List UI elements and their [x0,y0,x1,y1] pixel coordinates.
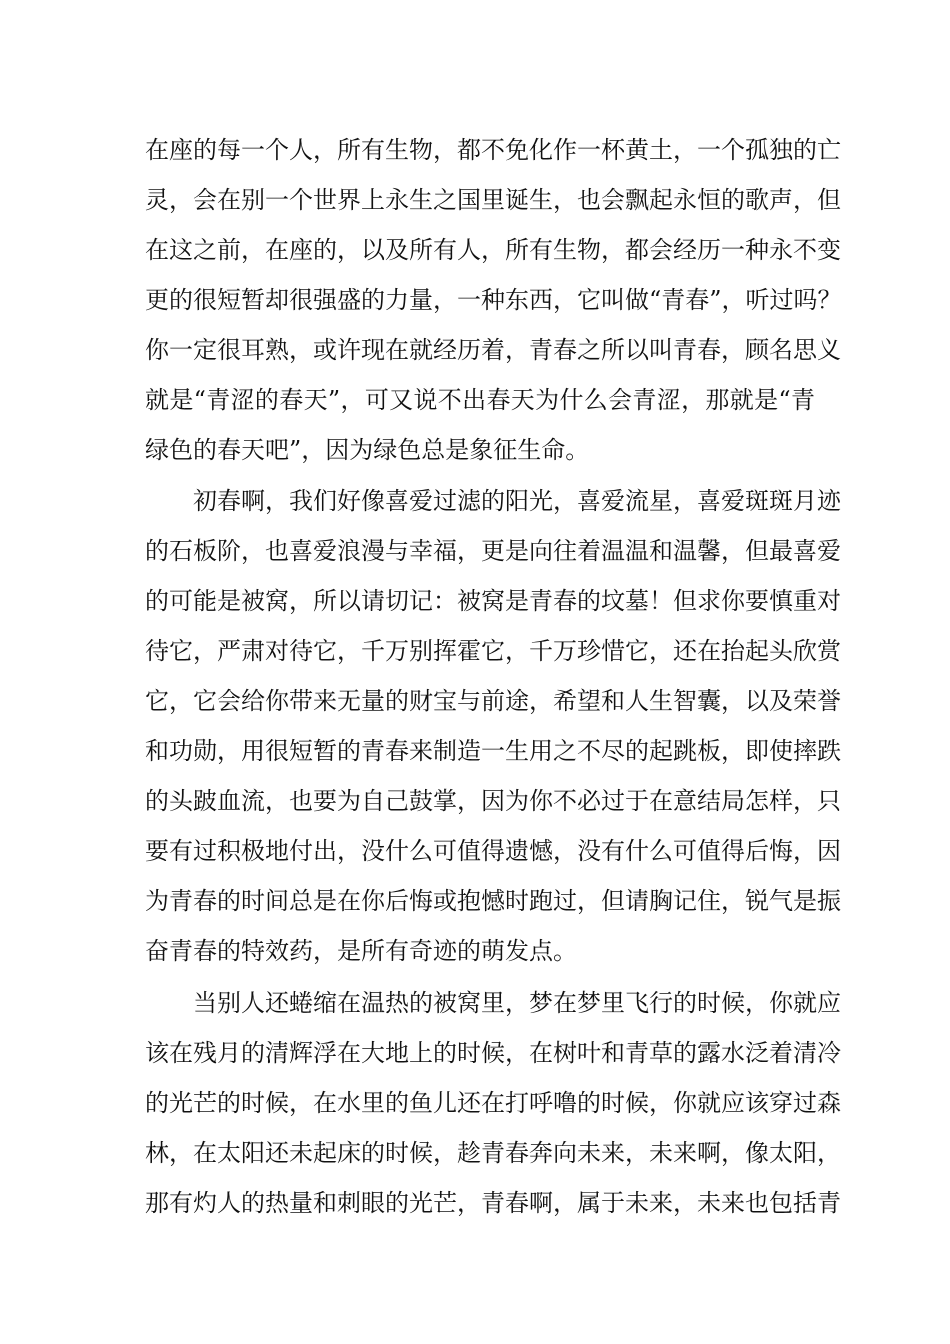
paragraph-2-line-5: 它，它会给你带来无量的财宝与前途，希望和人生智囊，以及荣誉 [145,687,841,715]
paragraph-1-line-3: 在这之前，在座的，以及所有人，所有生物，都会经历一种永不变 [145,236,841,264]
paragraph-2-line-3: 的可能是被窝，所以请切记：被窝是青春的坟墓！但求你要慎重对 [145,587,841,615]
paragraph-2-line-1: 初春啊，我们好像喜爱过滤的阳光，喜爱流星，喜爱斑斑月迹 [193,487,841,515]
paragraph-2-line-8: 要有过积极地付出，没什么可值得遗憾，没有什么可值得后悔，因 [145,837,841,865]
paragraph-3-line-1: 当别人还蜷缩在温热的被窝里，梦在梦里飞行的时候，你就应 [193,989,841,1017]
paragraph-1-line-5: 你一定很耳熟，或许现在就经历着，青春之所以叫青春，顾名思义 [145,336,841,364]
paragraph-1-line-2: 灵，会在别一个世界上永生之国里诞生，也会飘起永恒的歌声，但 [145,186,841,214]
paragraph-1-line-7: 绿色的春天吧”，因为绿色总是象征生命。 [145,436,590,464]
paragraph-1-line-4: 更的很短暂却很强盛的力量，一种东西，它叫做“青春”，听过吗？ [145,286,842,314]
paragraph-1-line-1: 在座的每一个人，所有生物，都不免化作一杯黄土，一个孤独的亡 [145,136,841,164]
paragraph-3-line-3: 的光芒的时候，在水里的鱼儿还在打呼噜的时候，你就应该穿过森 [145,1089,841,1117]
paragraph-2-line-6: 和功勋，用很短暂的青春来制造一生用之不尽的起跳板，即使摔跌 [145,737,841,765]
paragraph-2-line-9: 为青春的时间总是在你后悔或抱憾时跑过，但请胸记住，锐气是振 [145,887,841,915]
paragraph-2-line-10: 奋青春的特效药，是所有奇迹的萌发点。 [145,937,577,965]
paragraph-2-line-7: 的头跛血流，也要为自己鼓掌，因为你不必过于在意结局怎样，只 [145,787,841,815]
paragraph-2-line-4: 待它，严肃对待它，千万别挥霍它，千万珍惜它，还在抬起头欣赏 [145,637,841,665]
paragraph-3-line-2: 该在残月的清辉浮在大地上的时候，在树叶和青草的露水泛着清冷 [145,1039,841,1067]
paragraph-3-line-5: 那有灼人的热量和刺眼的光芒，青春啊，属于未来，未来也包括青 [145,1189,841,1217]
paragraph-2-line-2: 的石板阶，也喜爱浪漫与幸福，更是向往着温温和温馨，但最喜爱 [145,537,841,565]
paragraph-3-line-4: 林，在太阳还未起床的时候，趁青春奔向未来，未来啊，像太阳， [145,1139,841,1167]
paragraph-1-line-6: 就是“青涩的春天”，可又说不出春天为什么会青涩，那就是“青 [145,386,815,414]
